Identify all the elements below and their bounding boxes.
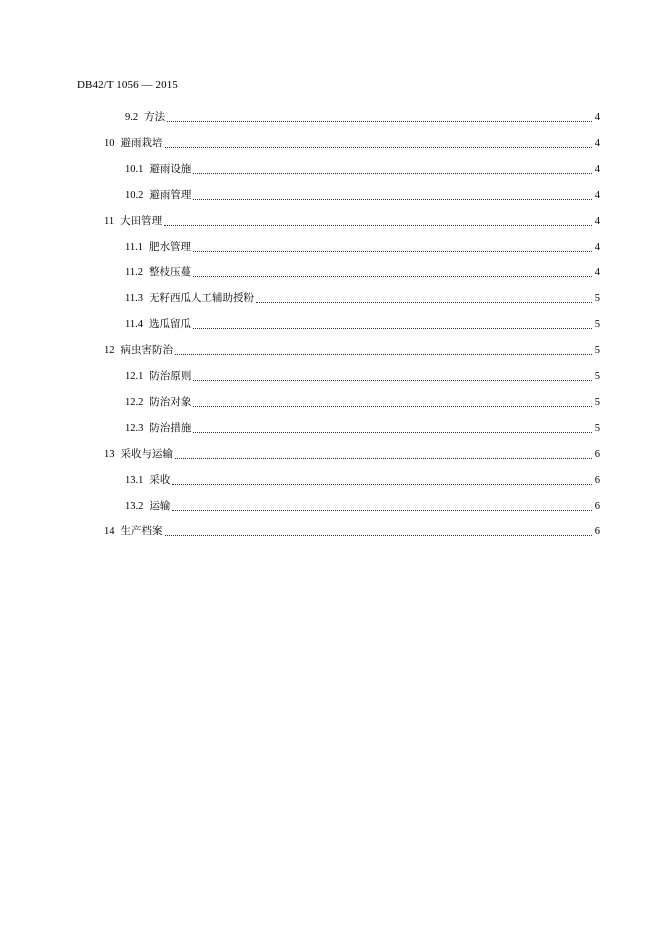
- toc-entry-title: 避雨设施: [149, 163, 192, 175]
- toc-entry[interactable]: [125, 394, 600, 410]
- toc-entry-page-number: 4: [594, 241, 600, 253]
- toc-dot-leader: [256, 302, 592, 303]
- toc-entry-number: 9.2: [125, 112, 139, 123]
- toc-entry-page-number: 6: [594, 474, 600, 486]
- toc-dot-leader: [193, 251, 592, 252]
- toc-entry-number: 12.3: [125, 422, 144, 434]
- toc-entry-number: 13.2: [125, 500, 144, 512]
- toc-entry-title: 采收与运输: [120, 448, 173, 460]
- toc-entry-page-number: 4: [594, 189, 600, 201]
- toc-entry-title: 防治对象: [149, 396, 192, 408]
- toc-dot-leader: [193, 199, 592, 200]
- toc-entry-title: 大田管理: [120, 215, 163, 227]
- toc-entry-page-number: 5: [594, 345, 600, 357]
- toc-entry[interactable]: [125, 498, 600, 514]
- toc-entry-page-number: 5: [594, 422, 600, 434]
- toc-dot-leader: [193, 276, 592, 277]
- toc-entry-title: 运输: [149, 500, 171, 512]
- toc-entry[interactable]: [125, 472, 600, 488]
- toc-entry-page-number: 6: [594, 526, 600, 538]
- toc-entry-page-number: 4: [594, 215, 600, 227]
- toc-dot-leader: [175, 354, 592, 355]
- toc-dot-leader: [165, 535, 593, 536]
- toc-entry[interactable]: [125, 161, 600, 177]
- toc-entry-title: 病虫害防治: [120, 345, 173, 357]
- toc-entry-number: 12: [104, 345, 115, 357]
- toc-entry-number: 11.4: [125, 319, 143, 331]
- toc-entry[interactable]: [125, 109, 600, 125]
- toc-dot-leader: [193, 328, 592, 329]
- toc-dot-leader: [172, 484, 592, 485]
- toc-entry-number: 14: [104, 526, 115, 538]
- toc-entry-page-number: 6: [594, 500, 600, 512]
- toc-entry-number: 11.3: [125, 293, 143, 305]
- toc-dot-leader: [167, 121, 592, 122]
- toc-dot-leader: [172, 510, 592, 511]
- toc-entry[interactable]: [125, 420, 600, 436]
- toc-entry[interactable]: [104, 135, 600, 151]
- toc-dot-leader: [193, 380, 592, 381]
- toc-dot-leader: [193, 173, 592, 174]
- toc-entry-title: 选瓜留瓜: [149, 319, 191, 331]
- toc-entry-title: 肥水管理: [149, 241, 191, 253]
- toc-entry-title: 整枝压蔓: [149, 267, 191, 279]
- toc-entry-page-number: 4: [594, 112, 600, 123]
- toc-entry[interactable]: [104, 446, 600, 462]
- toc-dot-leader: [164, 225, 592, 226]
- toc-entry-title: 避雨管理: [149, 189, 192, 201]
- toc-entry-title: 无籽西瓜人工辅助授粉: [149, 293, 254, 305]
- toc-dot-leader: [165, 147, 593, 148]
- toc-entry-page-number: 5: [594, 371, 600, 382]
- toc-entry-title: 防治原则: [149, 371, 192, 382]
- toc-entry-number: 10.1: [125, 163, 144, 175]
- document-header-code: DB42/T 1056 — 2015: [77, 79, 178, 91]
- toc-entry[interactable]: [125, 264, 600, 280]
- toc-entry-page-number: 5: [594, 319, 600, 331]
- toc-entry-number: 10: [104, 137, 115, 149]
- toc-entry-title: 采收: [149, 474, 171, 486]
- toc-entry[interactable]: [125, 187, 600, 203]
- toc-entry-number: 13: [104, 448, 115, 460]
- toc-entry-title: 避雨栽培: [120, 137, 163, 149]
- toc-entry[interactable]: [125, 239, 600, 255]
- toc-entry-page-number: 4: [594, 163, 600, 175]
- toc-entry-page-number: 5: [594, 293, 600, 305]
- toc-entry-number: 12.1: [125, 371, 144, 382]
- toc-entry[interactable]: [104, 523, 600, 539]
- toc-entry[interactable]: [104, 213, 600, 229]
- toc-entry[interactable]: [125, 316, 600, 332]
- toc-entry-title: 方法: [144, 112, 166, 123]
- toc-entry-number: 12.2: [125, 396, 144, 408]
- toc-entry-page-number: 5: [594, 396, 600, 408]
- toc-entry[interactable]: [104, 342, 600, 358]
- toc-entry-page-number: 6: [594, 448, 600, 460]
- toc-entry-title: 防治措施: [149, 422, 192, 434]
- toc-entry-number: 13.1: [125, 474, 144, 486]
- toc-dot-leader: [193, 406, 592, 407]
- toc-entry-number: 11: [104, 215, 115, 227]
- toc-entry[interactable]: [125, 368, 600, 384]
- toc-entry-page-number: 4: [594, 137, 600, 149]
- toc-entry-number: 11.2: [125, 267, 143, 279]
- toc-entry-page-number: 4: [594, 267, 600, 279]
- toc-entry-number: 10.2: [125, 189, 144, 201]
- toc-entry[interactable]: [125, 290, 600, 306]
- toc-dot-leader: [175, 458, 592, 459]
- toc-entry-number: 11.1: [125, 241, 143, 253]
- toc-dot-leader: [193, 432, 592, 433]
- toc-entry-title: 生产档案: [120, 526, 163, 538]
